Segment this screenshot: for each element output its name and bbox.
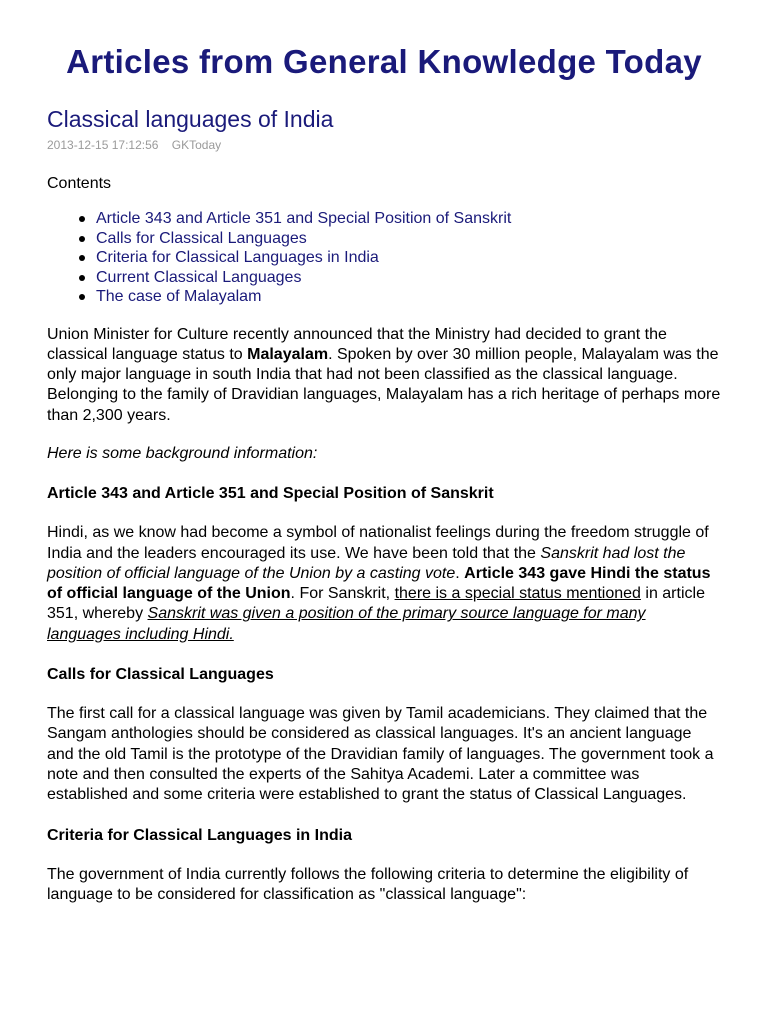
contents-label: Contents <box>47 175 112 192</box>
toc-link-calls[interactable]: Calls for Classical Languages <box>96 229 307 247</box>
toc-link-criteria[interactable]: Criteria for Classical Languages in India <box>96 249 379 266</box>
section1-text-4: in article 351, whereby <box>47 585 705 623</box>
site-title: Articles from General Knowledge Today <box>66 43 702 80</box>
article-date: 2013-12-15 17:12:56 <box>47 138 159 152</box>
intro-text: Union Minister for Culture recently announced that the Ministry had decided to grant the classical language status to <box>47 325 667 363</box>
section1-italic-underline: Sanskrit was given a position of the primary source language for many languages including Hindi. <box>47 605 646 643</box>
section1-text: Hindi, as we know had become a symbol of nationalist feelings during the freedom struggle of India and the leaders encouraged its use. We have been told that the <box>47 524 709 562</box>
intro-paragraph <box>47 325 721 426</box>
background-note: Here is some background information: <box>47 444 318 462</box>
section1-italic: Sanskrit had lost the position of official language of the Union by a casting vote <box>47 544 686 582</box>
section1-text-3: . For Sanskrit, <box>290 585 395 603</box>
article-author: GKToday <box>171 138 222 152</box>
article-title: Classical languages of India <box>47 106 334 132</box>
toc-item <box>96 287 721 307</box>
toc-link-malayalam[interactable]: The case of Malayalam <box>96 288 262 305</box>
intro-bold-malayalam: Malayalam <box>247 345 329 363</box>
toc-item <box>96 209 721 229</box>
section-heading-criteria: Criteria for Classical Languages in India <box>47 826 352 844</box>
section1-bold: Article 343 gave Hindi the status of official language of the Union <box>47 564 711 603</box>
section-heading-article-343: Article 343 and Article 351 and Special Position of Sanskrit <box>47 485 494 503</box>
section1-underline: there is a special status mentioned <box>394 585 641 603</box>
toc-link-article-343[interactable]: Article 343 and Article 351 and Special Position of Sanskrit <box>96 210 512 227</box>
section-heading-calls: Calls for Classical Languages <box>47 666 274 684</box>
toc-item <box>96 229 721 249</box>
section3-paragraph: The government of India currently follows the following criteria to determine the eligibility of language to be considered for classification as "classical language": <box>47 865 689 903</box>
toc-item <box>96 268 721 288</box>
toc-item <box>96 248 721 268</box>
section2-paragraph: The first call for a classical language was given by Tamil academicians. They claimed that the Sangam anthologies should be considered as classical languages. It's an ancient language and the old Tamil is the prototype of the Dravidian family of languages. The government took a note and then consulted the experts of the Sahitya Academi. Later a committee was established and some criteria were established to grant the status of Classical Languages. <box>47 705 714 804</box>
intro-text-end: . Spoken by over 30 million people, Malayalam was the only major language in south India that had not been classified as the classical language. Belonging to the family of Dravidian languages, Malayalam has a rich heritage of perhaps more than 2,300 years. <box>47 345 721 424</box>
section1-paragraph <box>47 523 721 645</box>
section1-text-2: . <box>455 564 465 582</box>
article-meta <box>47 138 721 152</box>
table-of-contents <box>47 209 721 307</box>
toc-link-current[interactable]: Current Classical Languages <box>96 268 302 286</box>
